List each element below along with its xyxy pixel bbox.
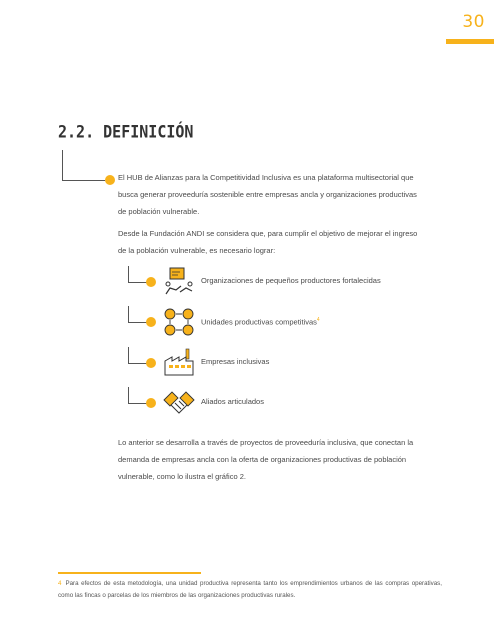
title-connector bbox=[62, 150, 105, 181]
objective-label: Organizaciones de pequeños productores fortalecidas bbox=[201, 276, 381, 285]
objective-connector bbox=[128, 266, 147, 283]
intro-bullet-dot bbox=[105, 175, 115, 185]
objective-connector bbox=[128, 306, 147, 323]
intro-line: busca generar proveeduría sostenible entre empresas ancla y organizaciones productivas bbox=[118, 190, 417, 199]
second-line: de la población vulnerable, es necesario lograr: bbox=[118, 246, 276, 255]
objective-label bbox=[201, 317, 320, 327]
objective-dot bbox=[146, 358, 156, 368]
objective-connector bbox=[128, 387, 147, 404]
footnote-mark: 4 bbox=[58, 580, 62, 587]
closing-line: Lo anterior se desarrolla a través de proyectos de proveeduría inclusiva, que conectan la bbox=[118, 438, 414, 447]
handshake-icon bbox=[162, 388, 196, 418]
closing-line: demanda de empresas ancla con la oferta de organizaciones productivas de población bbox=[118, 455, 407, 464]
footnote bbox=[58, 578, 442, 602]
objective-dot bbox=[146, 317, 156, 327]
footnote-reference: 4 bbox=[316, 317, 320, 323]
closing-paragraph bbox=[118, 434, 440, 485]
second-paragraph bbox=[118, 225, 440, 259]
second-line: Desde la Fundación ANDI se considera que, para cumplir el objetivo de mejorar el ingreso bbox=[118, 229, 418, 238]
factory-icon bbox=[162, 347, 196, 377]
footnote-text: Para efectos de esta metodología, una unidad productiva representa tanto los emprendimientos urbanos de las compras operativas, como las fincas o parcelas de los miembros de las organizaciones productivas rurales. bbox=[58, 580, 442, 599]
objective-label: Aliados articulados bbox=[201, 397, 264, 406]
intro-paragraph bbox=[118, 169, 440, 220]
group-icon bbox=[162, 266, 196, 296]
objective-dot bbox=[146, 398, 156, 408]
objective-label: Empresas inclusivas bbox=[201, 357, 270, 366]
section-title: 2.2. DEFINICIÓN bbox=[58, 122, 194, 143]
objective-connector bbox=[128, 347, 147, 364]
intro-line: El HUB de Alianzas para la Competitividad Inclusiva es una plataforma multisectorial que bbox=[118, 173, 414, 182]
page-number-bar bbox=[446, 39, 494, 44]
footnote-rule bbox=[58, 572, 201, 574]
intro-line: de población vulnerable. bbox=[118, 207, 200, 216]
objective-label-text: Unidades productivas competitivas bbox=[201, 317, 317, 327]
objective-dot bbox=[146, 277, 156, 287]
people-cycle-icon bbox=[162, 307, 196, 337]
closing-line: vulnerable, como lo ilustra el gráfico 2. bbox=[118, 472, 246, 481]
page-number: 30 bbox=[462, 12, 485, 32]
